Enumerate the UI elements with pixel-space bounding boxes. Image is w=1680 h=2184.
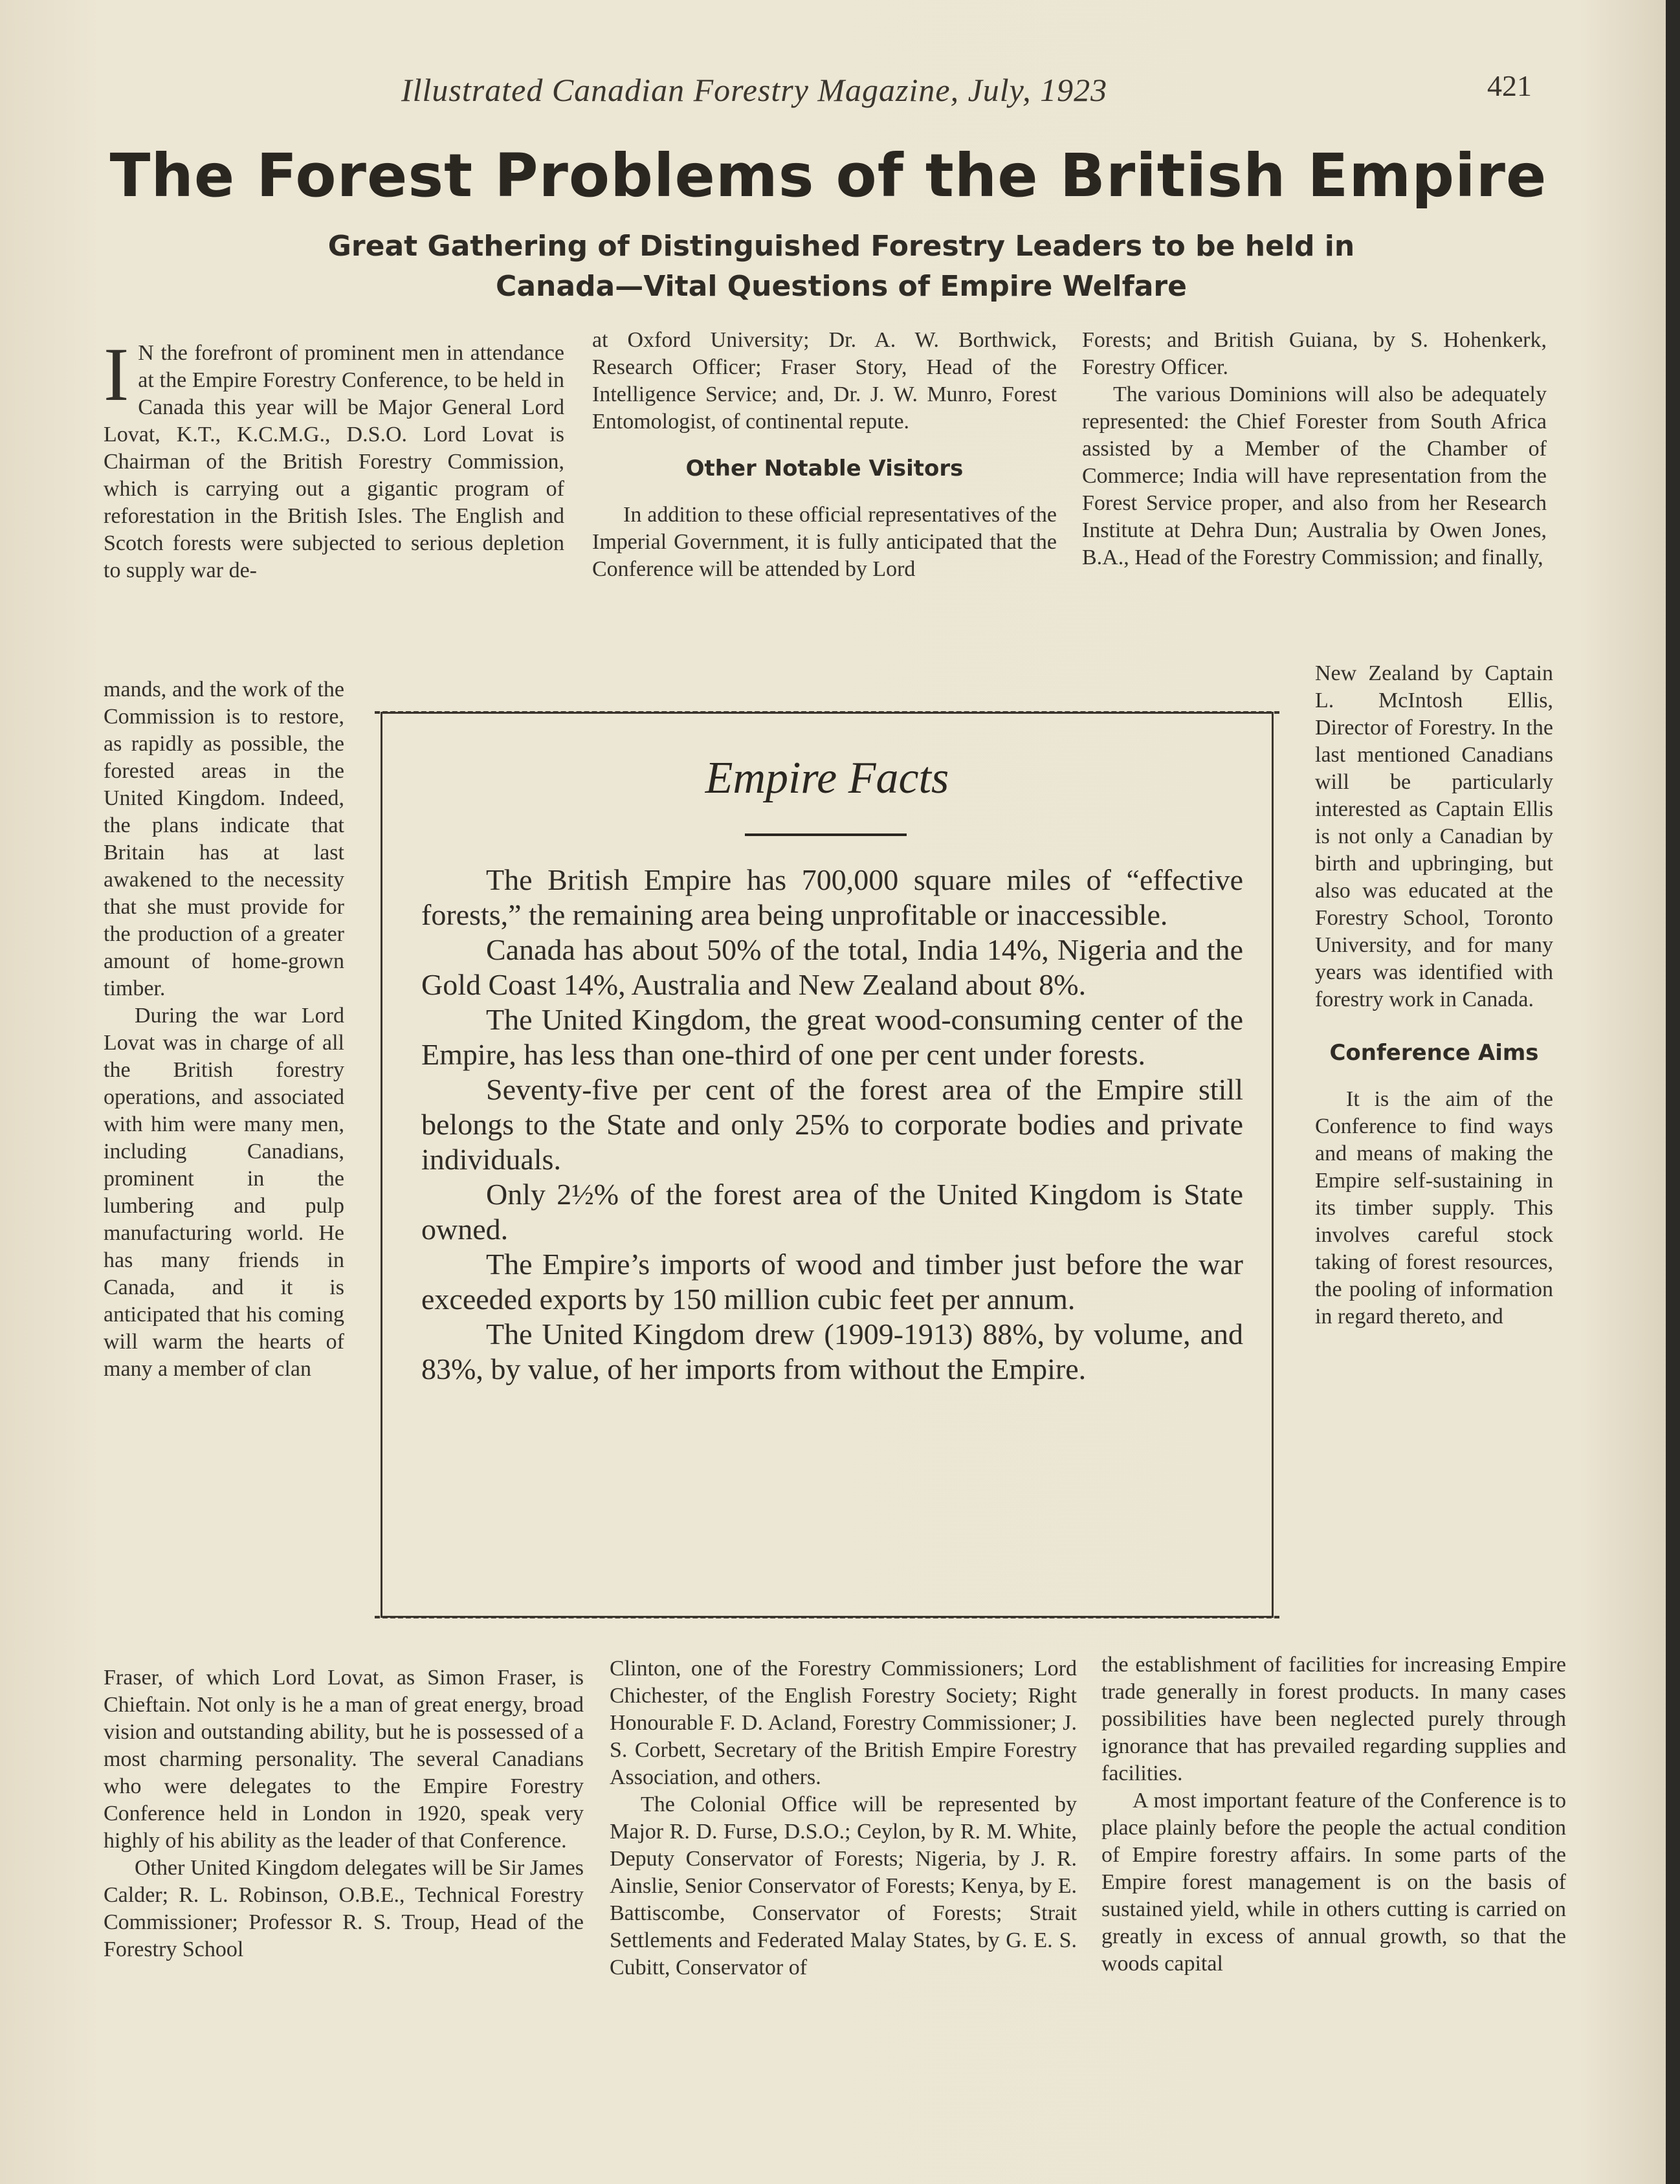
page-binding-edge: [1666, 0, 1680, 2184]
column-2-bottom: [610, 1655, 1077, 1981]
col3-paragraph-3: It is the aim of the Conference to find ways and means of making the Empire self-sustaining in its timber supply. This involves careful stock taking of forest resources, the pooling of information in regard thereto, and: [1315, 1087, 1553, 1329]
subtitle-line-1: Great Gathering of Distinguished Forestry Leaders to be held in: [327, 230, 1355, 263]
col2-paragraph-3: Clinton, one of the Forestry Commissioners; Lord Chichester, of the English Forestry Society; Right Honourable F. D. Acland, Forestry Commissioner; J. S. Corbett, Secretary of the British Empire Forestry Association, and others.: [610, 1657, 1077, 1789]
col1-paragraph-2-cont: Fraser, of which Lord Lovat, as Simon Fraser, is Chieftain. Not only is he a man of great energy, broad vision and outstanding ability, but he is possessed of a most charming personality. The several Canadians who were delegates to the Empire Forestry Conference held in London in 1920, speak very highly of his ability as the leader of that Conference.: [104, 1666, 584, 1853]
column-1-bottom: [104, 1664, 584, 1963]
fact-item: The United Kingdom, the great wood-consuming center of the Empire, has less than one-third of one per cent under forests.: [421, 1003, 1243, 1071]
empire-facts-box: [381, 712, 1274, 1618]
article-subtitle: [233, 226, 1450, 307]
facts-title: Empire Facts: [705, 753, 949, 803]
col3-paragraph-3-cont: the establishment of facilities for increasing Empire trade generally in forest products. In many cases possibilities have been neglected purely through ignorance that has prevailed regarding supplies and facilities.: [1101, 1653, 1566, 1785]
fact-item: The British Empire has 700,000 square miles of “effective forests,” the remaining area being unprofitable or inaccessible.: [421, 863, 1243, 931]
fact-item: Only 2½% of the forest area of the United Kingdom is State owned.: [421, 1178, 1243, 1246]
fact-item: The United Kingdom drew (1909-1913) 88%, by volume, and 83%, by value, of her imports from without the Empire.: [421, 1318, 1243, 1385]
col1-paragraph-3: Other United Kingdom delegates will be Sir James Calder; R. L. Robinson, O.B.E., Technical Forestry Commissioner; Professor R. S. Troup, Head of the Forestry School: [104, 1856, 584, 1961]
col1-paragraph-1-cont: mands, and the work of the Commission is to restore, as rapidly as possible, the forested areas in the United Kingdom. Indeed, the plans indicate that Britain has at last awakened to the necessity that she must provide for the production of a greater amount of home-grown timber.: [104, 678, 344, 1000]
column-1-narrow: [104, 676, 344, 1383]
column-3-bottom: [1101, 1651, 1566, 1978]
column-3-narrow: [1315, 660, 1553, 1330]
fact-item: The Empire’s imports of wood and timber just before the war exceeded exports by 150 million cubic feet per annum.: [421, 1248, 1243, 1316]
col3-paragraph-2-cont: New Zealand by Captain L. McIntosh Ellis, Director of Forestry. In the last mentioned Canadians will be particularly interested as Captain Ellis is not only a Canadian by birth and upbringing, but also was educated at the Forestry School, Toronto University, and for many years was identified with forestry work in Canada.: [1315, 661, 1553, 1011]
col3-paragraph-4: A most important feature of the Conference is to place plainly before the people the actual condition of Empire forestry affairs. In some parts of the Empire forest management is on the basis of sustained yield, while in others cutting is carried on greatly in excess of annual growth, so that the woods capital: [1101, 1789, 1566, 1976]
column-1-top: [104, 332, 564, 584]
page-number: 421: [1487, 69, 1532, 102]
column-3-top: [1082, 327, 1547, 571]
running-head: Illustrated Canadian Forestry Magazine, July, 1923: [401, 72, 1108, 108]
col3-paragraph-1: Forests; and British Guiana, by S. Hohenkerk, Forestry Officer.: [1082, 328, 1547, 379]
facts-list: [421, 863, 1243, 1387]
col2-paragraph-2: In addition to these official representatives of the Imperial Government, it is fully anticipated that the Conference will be attended by Lord: [592, 503, 1057, 581]
col1-paragraph-1: I N the forefront of prominent men in attendance at the Empire Forestry Conference, to be held in Canada this year will be Major General Lord Lovat, K.T., K.C.M.G., D.S.O. Lord Lovat is Chairman of the British Forestry Commission, which is carrying out a gigantic program of reforestation in the British Isles. The English and Scotch forests were subjected to serious depletion to supply war de-: [104, 332, 564, 582]
facts-title-rule: [745, 833, 907, 836]
col2-paragraph-4: The Colonial Office will be represented by Major R. D. Furse, D.S.O.; Ceylon, by R. M. White, Deputy Conservator of Forests; Nigeria, by J. R. Ainslie, Senior Conservator of Forests; Kenya, by E. Battiscombe, Conservator of Forests; Strait Settlements and Federated Malay States, by G. E. S. Cubitt, Conservator of: [610, 1792, 1077, 1980]
col2-paragraph-1: at Oxford University; Dr. A. W. Borthwick, Research Officer; Fraser Story, Head of the Intelligence Service; and, Dr. J. W. Munro, Forest Entomologist, of continental repute.: [592, 328, 1057, 434]
drop-cap: I: [104, 332, 129, 417]
fact-item: Seventy-five per cent of the forest area of the Empire still belongs to the State and only 25% to corporate bodies and private individuals.: [421, 1073, 1243, 1176]
article-title: The Forest Problems of the British Empire: [109, 141, 1547, 210]
col1-paragraph-2: During the war Lord Lovat was in charge of all the British forestry operations, and associated with him were many men, including Canadians, prominent in the lumbering and pulp manufacturing world. He has many friends in Canada, and it is anticipated that his coming will warm the hearts of many a member of clan: [104, 1004, 344, 1381]
fact-item: Canada has about 50% of the total, India 14%, Nigeria and the Gold Coast 14%, Australia and New Zealand about 8%.: [421, 933, 1243, 1001]
column-2-top: [592, 327, 1057, 583]
section-heading-other-notable-visitors: Other Notable Visitors: [685, 456, 964, 481]
subtitle-line-2: Canada—Vital Questions of Empire Welfare: [496, 270, 1187, 303]
col3-paragraph-2: The various Dominions will also be adequately represented: the Chief Forester from South Africa assisted by a Member of the Chamber of Commerce; India will have representation from the Forest Service proper, and also from her Research Institute at Dehra Dun; Australia by Owen Jones, B.A., Head of the Forestry Commission; and finally,: [1082, 382, 1547, 569]
section-heading-conference-aims: Conference Aims: [1329, 1040, 1539, 1066]
